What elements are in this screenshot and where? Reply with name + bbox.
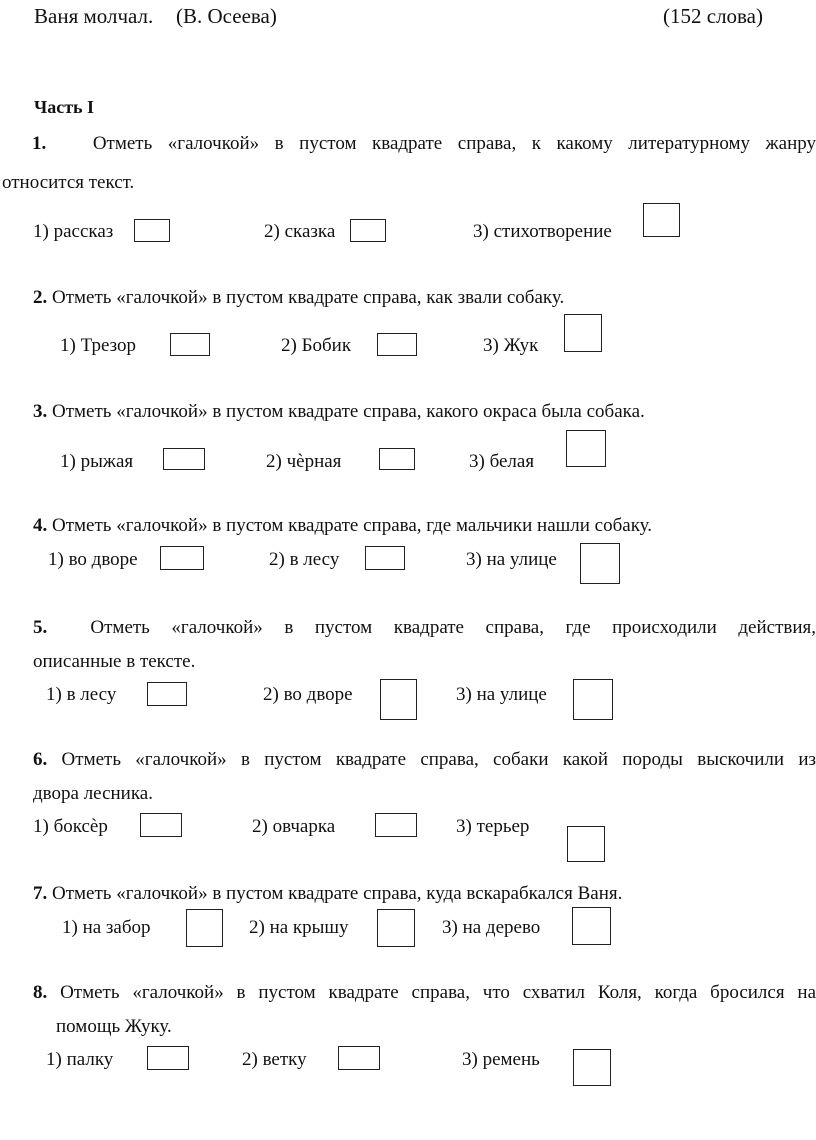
question-3-checkbox-2[interactable] [379,448,415,470]
question-5-option-3: 3) на улице [456,684,547,705]
question-1-checkbox-2[interactable] [350,219,386,242]
question-6-number: 6. [33,749,48,770]
question-6-checkbox-3[interactable] [567,826,605,862]
question-1-text-continuation: относится текст. [2,172,135,193]
question-8-option-3: 3) ремень [462,1049,540,1070]
question-1-option-2: 2) сказка [264,221,336,242]
question-6-checkbox-2[interactable] [375,813,417,837]
question-1-checkbox-3[interactable] [643,203,680,237]
question-2-line1 [33,288,564,307]
question-3-option-1: 1) рыжая [60,451,134,472]
question-6-option-2: 2) овчарка [252,816,336,837]
story-author: (В. Осеева) [176,4,277,28]
question-6-line1 [0,750,816,769]
question-2-text: Отметь «галочкой» в пустом квадрате справа, как звали собаку. [52,287,565,308]
question-3-option-3: 3) белая [469,451,535,472]
question-4-option-1: 1) во дворе [48,549,138,570]
question-8-option-1: 1) палку [46,1049,114,1070]
question-4-checkbox-3[interactable] [580,543,620,584]
question-1-number: 1. [32,133,47,154]
question-1-option-3: 3) стихотворение [473,221,612,242]
question-1-line1 [0,134,816,153]
question-6-option-3: 3) терьер [456,816,530,837]
question-8-checkbox-1[interactable] [147,1046,189,1070]
question-1-checkbox-1[interactable] [134,219,170,242]
question-2-option-3: 3) Жук [483,335,539,356]
question-3-checkbox-3[interactable] [566,430,606,467]
question-8-option-2: 2) ветку [242,1049,307,1070]
word-count: (152 слова) [663,4,763,28]
question-2-option-1: 1) Трезор [60,335,137,356]
question-1-text: Отметь «галочкой» в пустом квадрате справа, к какому литературному жанру [92,133,816,154]
question-7-checkbox-3[interactable] [572,907,611,945]
question-8-number: 8. [33,982,48,1003]
story-title: Ваня молчал. [34,4,154,28]
question-5-checkbox-1[interactable] [147,682,187,706]
question-4-checkbox-2[interactable] [365,546,405,570]
question-4-option-3: 3) на улице [466,549,557,570]
question-7-option-2: 2) на крышу [249,917,349,938]
question-4-checkbox-1[interactable] [160,546,204,570]
question-5-number: 5. [33,617,48,638]
question-8-text-continuation: помощь Жуку. [56,1016,172,1037]
question-3-number: 3. [33,401,48,422]
question-8-checkbox-2[interactable] [338,1046,380,1070]
question-8-text: Отметь «галочкой» в пустом квадрате справа, что схватил Коля, когда бросился на [60,982,816,1003]
question-6-checkbox-1[interactable] [140,813,182,837]
question-1-option-1: 1) рассказ [33,221,114,242]
question-3-checkbox-1[interactable] [163,448,205,470]
question-6-option-1: 1) боксѐр [33,816,108,837]
question-7-checkbox-1[interactable] [186,909,223,947]
question-3-line1 [33,402,645,421]
question-3-text: Отметь «галочкой» в пустом квадрате справа, какого окраса была собака. [52,401,645,422]
question-6-text-continuation: двора лесника. [33,783,153,804]
question-7-text: Отметь «галочкой» в пустом квадрате справа, куда вскарабкался Ваня. [52,883,623,904]
question-5-option-1: 1) в лесу [46,684,117,705]
part-title: Часть I [34,97,95,117]
question-4-line1 [33,516,652,535]
question-5-line1 [0,618,816,637]
question-2-checkbox-1[interactable] [170,333,210,356]
question-5-checkbox-2[interactable] [380,679,417,720]
question-6-text: Отметь «галочкой» в пустом квадрате справа, собаки какой породы выскочили из [61,749,816,770]
question-7-checkbox-2[interactable] [377,909,415,947]
question-5-checkbox-3[interactable] [573,679,613,720]
question-7-number: 7. [33,883,48,904]
question-4-number: 4. [33,515,48,536]
question-2-option-2: 2) Бобик [281,335,352,356]
question-5-text-continuation: описанные в тексте. [33,651,196,672]
question-2-checkbox-3[interactable] [564,314,602,352]
question-4-text: Отметь «галочкой» в пустом квадрате справа, где мальчики нашли собаку. [52,515,653,536]
question-5-option-2: 2) во дворе [263,684,353,705]
question-3-option-2: 2) чѐрная [266,451,342,472]
question-4-option-2: 2) в лесу [269,549,340,570]
question-5-text: Отметь «галочкой» в пустом квадрате справа, где происходили действия, [90,617,816,638]
question-2-checkbox-2[interactable] [377,333,417,356]
question-7-line1 [33,884,622,903]
question-2-number: 2. [33,287,48,308]
question-7-option-3: 3) на дерево [442,917,541,938]
question-7-option-1: 1) на забор [62,917,151,938]
question-8-checkbox-3[interactable] [573,1049,611,1086]
question-8-line1 [0,983,816,1002]
